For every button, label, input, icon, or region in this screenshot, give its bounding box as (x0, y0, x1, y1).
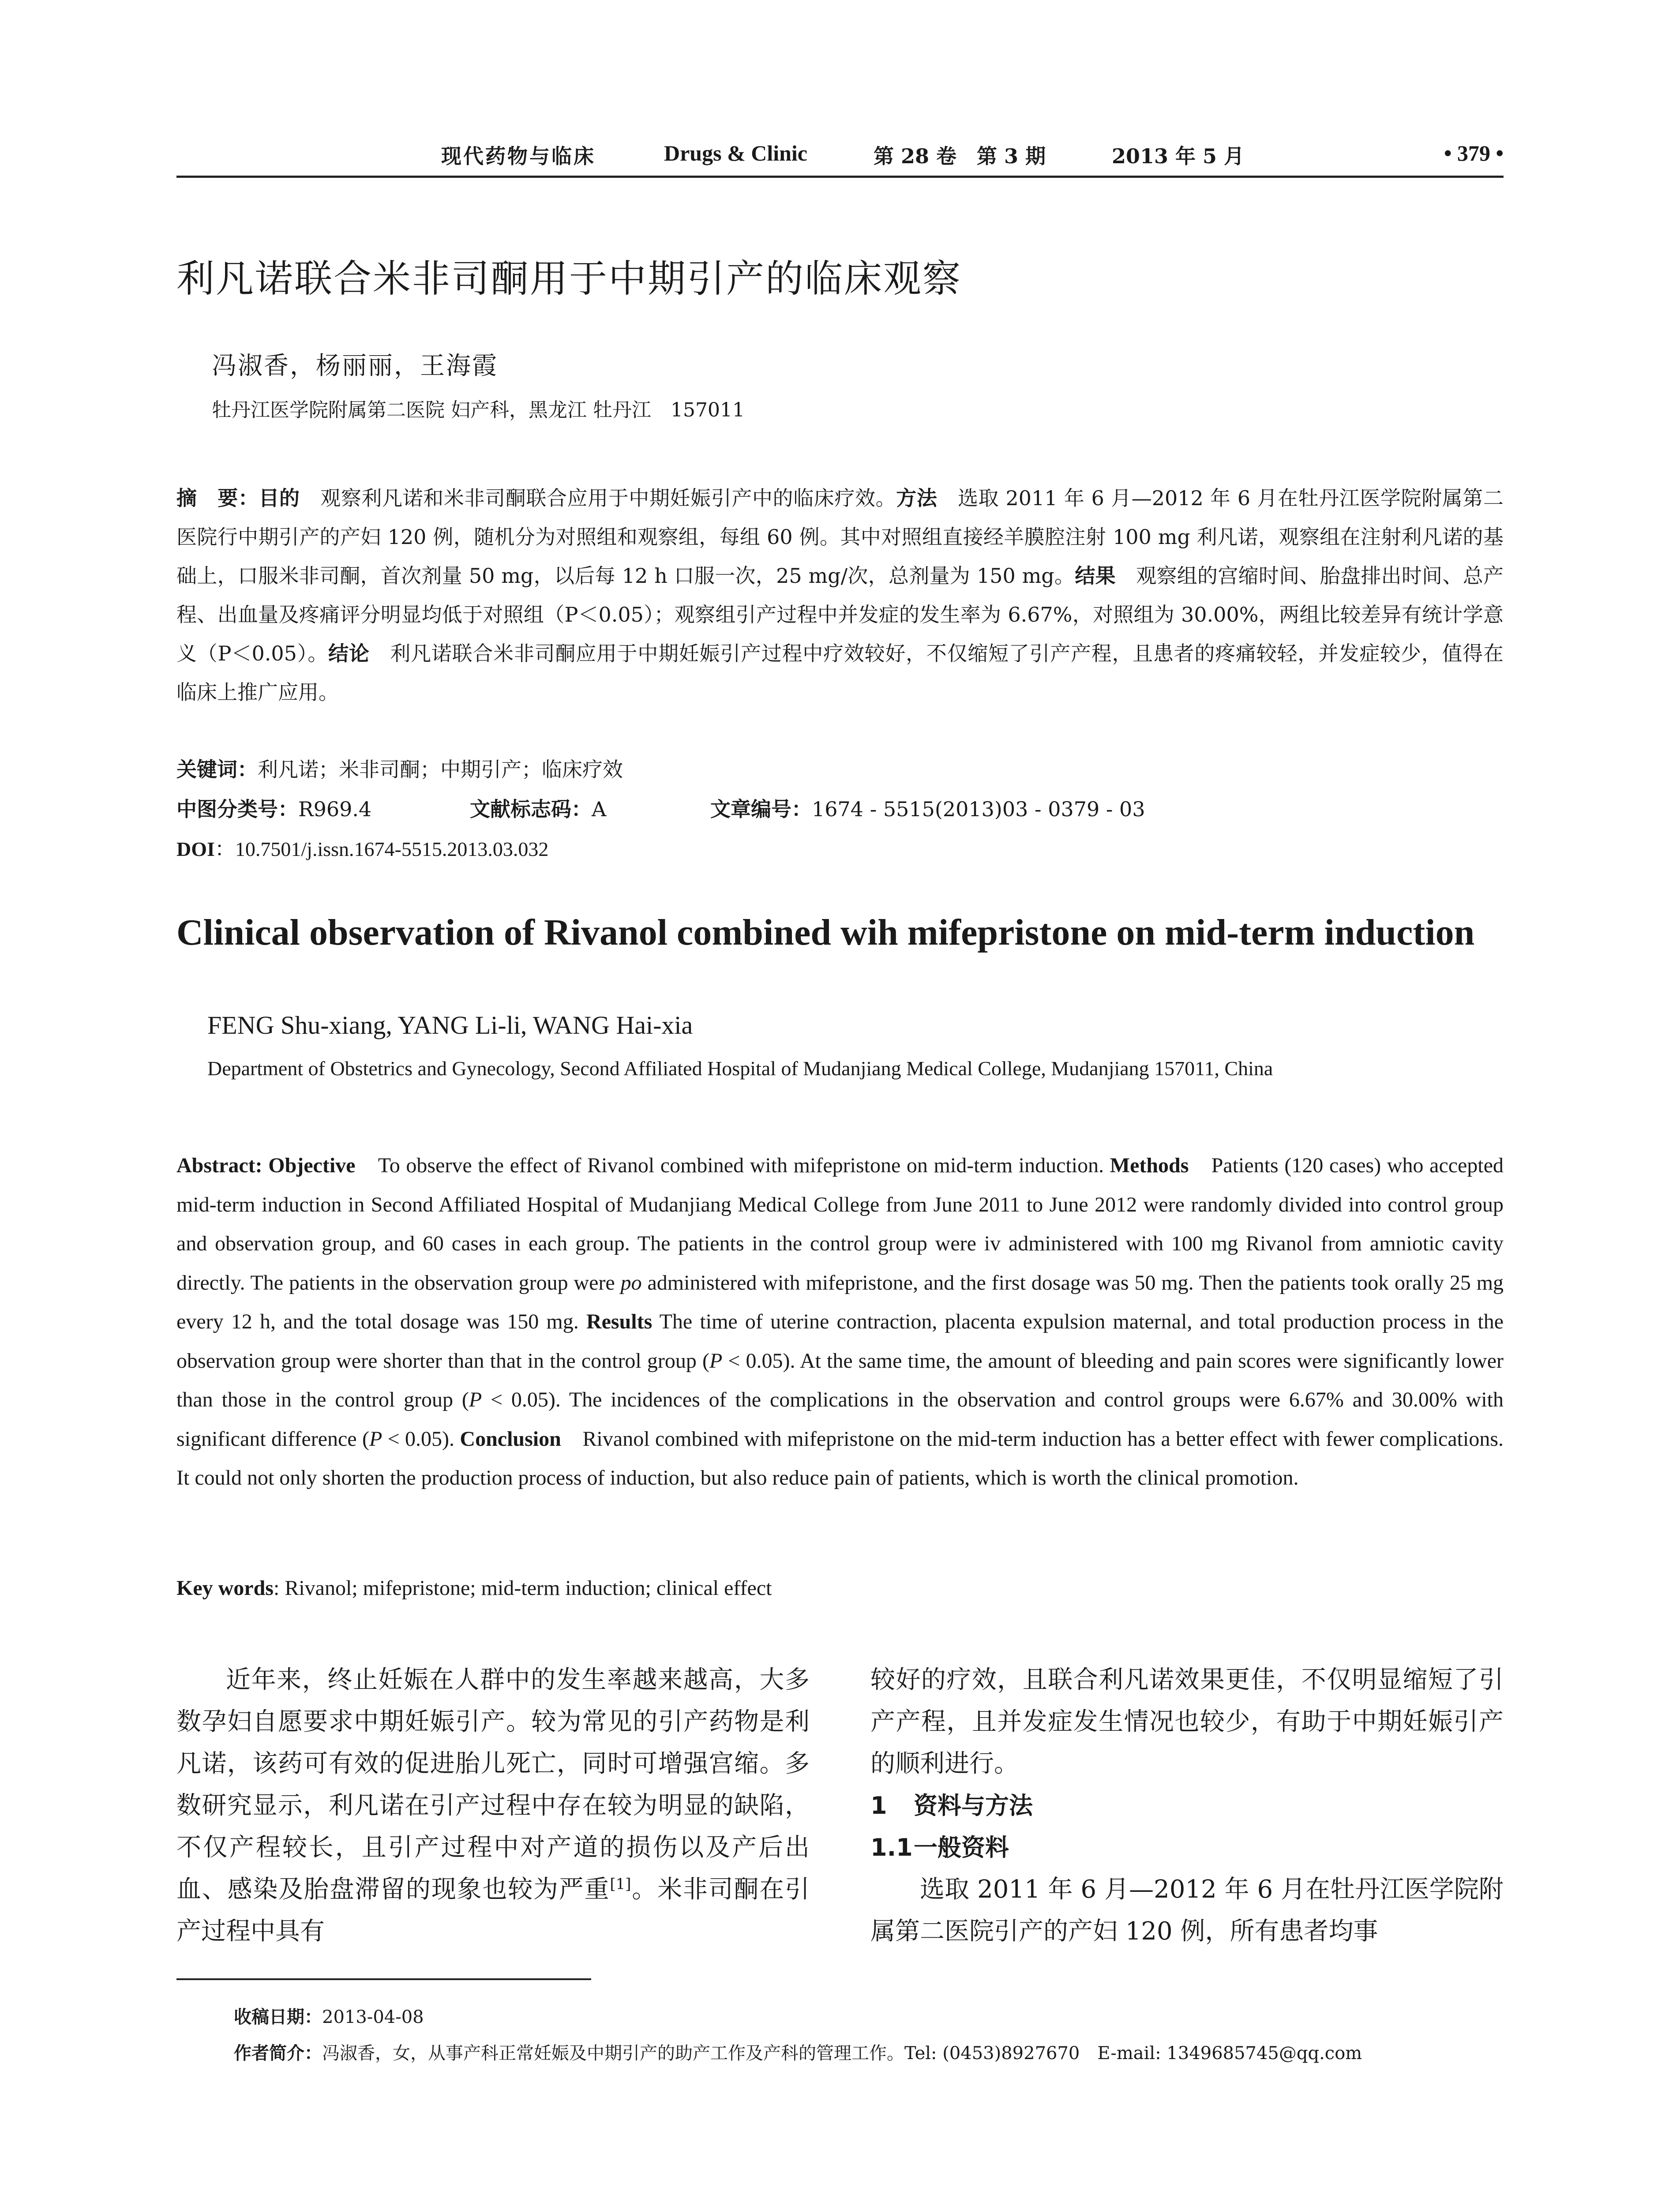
footnote-received (234, 2003, 424, 2028)
conclusion-cn: 利凡诺联合米非司酮应用于中期妊娠引产过程中疗效较好，不仅缩短了引产产程，且患者的疼痛较轻，并发症较少，值得在临床上推广应用。 (176, 642, 1504, 704)
abstract-cn (176, 479, 1504, 712)
keywords-en (176, 1576, 772, 1600)
keywords-en-value: : Rivanol; mifepristone; mid-term induction; clinical effect (273, 1576, 772, 1600)
results-en-3: < 0.05). The incidences of the complications in the observation and control groups were 6.67% and 30.00% with significant difference ( (176, 1388, 1504, 1451)
footnote-rule (176, 1978, 591, 1980)
section-number: 1.1 (870, 1834, 913, 1861)
article-title-cn: 利凡诺联合米非司酮用于中期引产的临床观察 (176, 257, 962, 301)
article-title-en: Clinical observation of Rivanol combined wih mifepristone on mid-term induction (176, 912, 1475, 953)
doi (176, 833, 548, 868)
objective-cn: 观察利凡诺和米非司酮联合应用于中期妊娠引产中的临床疗效。 (320, 486, 896, 510)
body-paragraph: 选取 2011 年 6 月—2012 年 6 月在牡丹江医学院附属第二医院引产的产妇 120 例，所有患者均事 (870, 1875, 1504, 1946)
keywords-en-label: Key words (176, 1576, 274, 1600)
authors-cn: 冯淑香，杨丽丽，王海霞 (212, 352, 498, 380)
keywords-cn-label: 关键词： (176, 758, 258, 781)
section-title: 一般资料 (914, 1834, 1009, 1861)
methods-en-1: Patients (120 cases) who accepted mid-term induction in Second Affiliated Hospital of Mudanjiang Medical College from June 2011 to June 2012 were randomly divided into control group and observation group, and 60 cases in each group. The patients in the control group were iv administered with 100 mg Rivanol from amniotic cavity directly. The patients in the observation group were (176, 1154, 1504, 1294)
results-cn: 观察组的宫缩时间、胎盘排出时间、总产程、出血量及疼痛评分明显均低于对照组（P＜0.05）；观察组引产过程中并发症的发生率为 6.67%，对照组为 30.00%，两组比较差异有统计学意义（P＜0.05）。 (176, 564, 1504, 665)
methods-en-label: Methods (1110, 1154, 1189, 1177)
methods-en-2: administered with mifepristone, and the first dosage was 50 mg. Then the patients took orally 25 mg every 12 h, and the total dosage was 150 mg. (176, 1271, 1504, 1333)
affiliation-en: Department of Obstetrics and Gynecology, Second Affiliated Hospital of Mudanjiang Medical College, Mudanjiang 157011, China (207, 1057, 1273, 1080)
p-value-symbol: P (709, 1349, 723, 1373)
results-en-2: < 0.05). At the same time, the amount of bleeding and pain scores were significantly lower than those in the control group ( (176, 1349, 1504, 1411)
body-column-right (870, 1659, 1504, 1952)
doi-value: ：10.7501/j.issn.1674-5515.2013.03.032 (214, 838, 549, 860)
header-rule (176, 176, 1504, 178)
methods-cn: 选取 2011 年 6 月—2012 年 6 月在牡丹江医学院附属第二医院行中期引产的产妇 120 例，随机分为对照组和观察组，每组 60 例。其中对照组直接经羊膜腔注射 100 mg 利凡诺，观察组在注射利凡诺的基础上，口服米非司酮，首次剂量 50 mg，以后每 12 h 口服一次，25 mg/次，总剂量为 150 mg。 (176, 486, 1504, 588)
abstract-en-label: Abstract: Objective (176, 1154, 356, 1177)
keywords-cn-value: 利凡诺；米非司酮；中期引产；临床疗效 (258, 758, 623, 781)
body-column-left (176, 1659, 810, 1952)
p-value-symbol: P (369, 1427, 382, 1451)
clc-label: 中图分类号： (176, 797, 298, 821)
doc-code-value: A (592, 797, 607, 821)
p-value-symbol: P (469, 1388, 482, 1411)
author-bio: 冯淑香，女，从事产科正常妊娠及中期引产的助产工作及产科的管理工作。Tel: (0453)8927670 E-mail: 1349685745@qq.com (322, 2043, 1362, 2063)
body-paragraph: 较好的疗效，且联合利凡诺效果更佳，不仅明显缩短了引产产程，且并发症发生情况也较少，有助于中期妊娠引产的顺利进行。 (870, 1666, 1504, 1778)
article-number (710, 793, 1145, 822)
doc-code-label: 文献标志码： (470, 797, 592, 821)
article-no-value: 1674 - 5515(2013)03 - 0379 - 03 (812, 797, 1145, 821)
section-heading-1 (870, 1785, 1504, 1827)
intro-text-2: 。米非司酮在引产过程中具有 (176, 1875, 810, 1946)
methods-cn-label: 方法 (896, 486, 938, 510)
issue-date: 2013 年 5 月 (1112, 144, 1245, 168)
page-number: • 379 • (1444, 141, 1504, 165)
abstract-en (176, 1146, 1504, 1498)
reference-citation: [1] (610, 1875, 631, 1893)
results-cn-label: 结果 (1075, 564, 1116, 588)
authors-en: FENG Shu-xiang, YANG Li-li, WANG Hai-xia (207, 1011, 693, 1039)
section-number: 1 (870, 1792, 887, 1820)
results-en-label: Results (586, 1310, 652, 1333)
journal-name-cn: 现代药物与临床 (441, 144, 596, 168)
clc-code (176, 793, 371, 822)
doi-label: DOI (176, 838, 215, 860)
methods-en-po: po (620, 1271, 642, 1294)
objective-en: To observe the effect of Rivanol combined with mifepristone on mid-term induction. (378, 1154, 1104, 1177)
affiliation-cn: 牡丹江医学院附属第二医院 妇产科，黑龙江 牡丹江 157011 (212, 399, 745, 421)
conclusion-cn-label: 结论 (328, 642, 370, 665)
clc-value: R969.4 (298, 797, 372, 821)
received-label: 收稿日期： (234, 2007, 322, 2027)
objective-cn-label: 目的 (259, 486, 300, 510)
keywords-cn (176, 754, 623, 789)
author-bio-label: 作者简介： (234, 2043, 322, 2063)
volume-issue: 第 28 卷 第 3 期 (874, 144, 1046, 168)
intro-text-1: 近年来，终止妊娠在人群中的发生率越来越高，大多数孕妇自愿要求中期妊娠引产。较为常见的引产药物是利凡诺，该药可有效的促进胎儿死亡，同时可增强宫缩。多数研究显示，利凡诺在引产过程中存在较为明显的缺陷，不仅产程较长，且引产过程中对产道的损伤以及产后出血、感染及胎盘滞留的现象也较为严重 (176, 1666, 810, 1904)
article-no-label: 文章编号： (710, 797, 812, 821)
conclusion-en-label: Conclusion (460, 1427, 561, 1451)
results-en-4: < 0.05). (382, 1427, 455, 1451)
abstract-cn-label: 摘 要： (176, 486, 259, 510)
results-en-1: The time of uterine contraction, placenta expulsion maternal, and total production process in the observation group were shorter than that in the control group ( (176, 1310, 1504, 1373)
section-heading-1-1 (870, 1827, 1504, 1868)
journal-name-en: Drugs & Clinic (664, 141, 807, 165)
classification-row (176, 793, 1504, 829)
footnote-author-bio (234, 2039, 1362, 2064)
conclusion-en: Rivanol combined with mifepristone on the mid-term induction has a better effect with fewer complications. It could not only shorten the production process of induction, but also reduce pain of patients, which is worth the clinical promotion. (176, 1427, 1504, 1489)
running-head (176, 140, 1504, 176)
received-date: 2013-04-08 (322, 2007, 424, 2027)
document-code (470, 793, 606, 822)
body-paragraph (176, 1659, 810, 1952)
section-title: 资料与方法 (914, 1792, 1033, 1820)
